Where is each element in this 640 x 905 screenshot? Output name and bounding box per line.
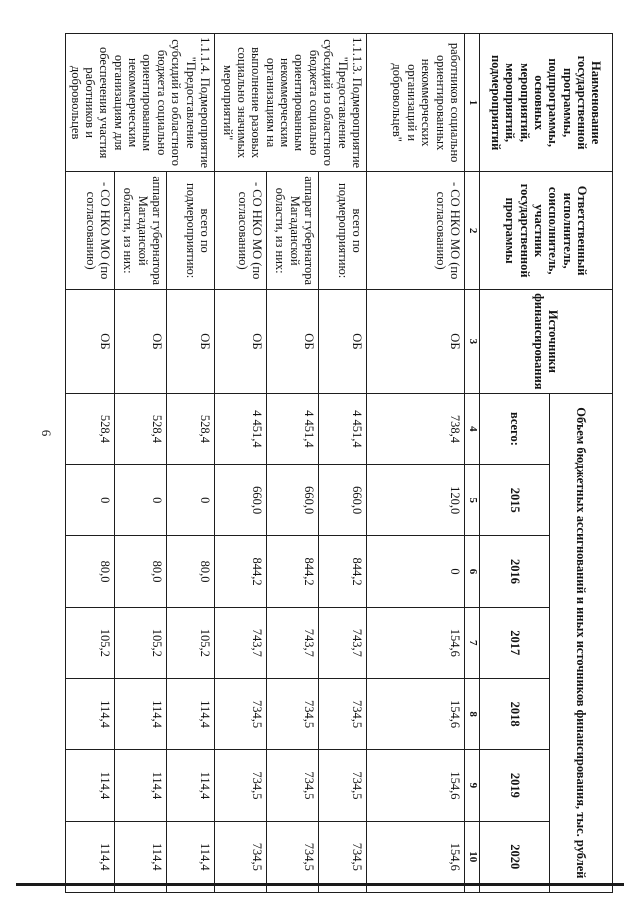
executor: - СО НКО МО (по согласованию) xyxy=(66,172,115,290)
col-number: 2 xyxy=(465,172,480,290)
value-2016: 80,0 xyxy=(115,536,167,607)
executor: всего по подмероприятию: xyxy=(167,172,215,290)
value-2015: 0 xyxy=(115,465,167,536)
scan-edge-line xyxy=(16,883,624,886)
budget-table xyxy=(65,33,613,893)
value-total: 528,4 xyxy=(167,393,215,464)
measure-name: 1.1.1.4. Подмероприятие "Предоставление субсидий из областного бюджета социально ориентированным некоммерческим организациям для обеспечения участия работников и добровольцев xyxy=(66,34,215,172)
value-2019: 114,4 xyxy=(66,750,115,821)
measure-name: работников социально ориентированных некоммерческих организаций и добровольцев" xyxy=(367,34,465,172)
executor: - СО НКО МО (по согласованию) xyxy=(367,172,465,290)
value-2018: 114,4 xyxy=(115,678,167,749)
value-2015: 0 xyxy=(66,465,115,536)
executor: аппарат губернатора Магаданской области, из них: xyxy=(267,172,319,290)
col-number: 7 xyxy=(465,607,480,678)
col-number: 4 xyxy=(465,393,480,464)
value-2015: 0 xyxy=(167,465,215,536)
source: ОБ xyxy=(267,290,319,394)
value-total: 528,4 xyxy=(66,393,115,464)
header-name: Наименование государственной программы, подпрограммы, основных мероприятий, мероприятий, подмероприятий xyxy=(480,34,613,172)
value-2019: 114,4 xyxy=(115,750,167,821)
source: ОБ xyxy=(215,290,267,394)
value-2020: 734,5 xyxy=(215,821,267,892)
value-2016: 844,2 xyxy=(215,536,267,607)
source: ОБ xyxy=(319,290,367,394)
header-year: 2020 xyxy=(480,821,550,892)
table-row xyxy=(319,34,367,893)
value-2017: 743,7 xyxy=(319,607,367,678)
value-2017: 743,7 xyxy=(267,607,319,678)
page-number: 6 xyxy=(39,429,54,437)
value-total: 528,4 xyxy=(115,393,167,464)
value-2018: 154,6 xyxy=(367,678,465,749)
header-year: 2019 xyxy=(480,750,550,821)
col-number: 8 xyxy=(465,678,480,749)
value-2019: 734,5 xyxy=(215,750,267,821)
header-executor: Ответственный исполнитель, соисполнитель, участник государственной программы xyxy=(480,172,613,290)
table-row xyxy=(367,34,465,893)
source: ОБ xyxy=(115,290,167,394)
value-2015: 660,0 xyxy=(267,465,319,536)
header-year: 2016 xyxy=(480,536,550,607)
col-number: 5 xyxy=(465,465,480,536)
value-2017: 154,6 xyxy=(367,607,465,678)
source: ОБ xyxy=(66,290,115,394)
value-2017: 105,2 xyxy=(66,607,115,678)
col-number: 9 xyxy=(465,750,480,821)
executor: аппарат губернатора Магаданской области, из них: xyxy=(115,172,167,290)
value-2020: 734,5 xyxy=(319,821,367,892)
col-number: 1 xyxy=(465,34,480,172)
value-2017: 105,2 xyxy=(115,607,167,678)
header-year: 2017 xyxy=(480,607,550,678)
value-2016: 844,2 xyxy=(267,536,319,607)
measure-name: 1.1.1.3. Подмероприятие "Предоставление субсидий из областного бюджета социально ориентированным некоммерческим организациям на выполнение разовых социально значимых мероприятий" xyxy=(215,34,367,172)
value-2018: 114,4 xyxy=(167,678,215,749)
value-2017: 743,7 xyxy=(215,607,267,678)
value-2018: 734,5 xyxy=(215,678,267,749)
column-number-row xyxy=(465,34,480,893)
table-row xyxy=(167,34,215,893)
value-2019: 154,6 xyxy=(367,750,465,821)
value-2017: 105,2 xyxy=(167,607,215,678)
col-number: 3 xyxy=(465,290,480,394)
value-2018: 114,4 xyxy=(66,678,115,749)
source: ОБ xyxy=(367,290,465,394)
col-number: 10 xyxy=(465,821,480,892)
value-2018: 734,5 xyxy=(319,678,367,749)
executor: всего по подмероприятию: xyxy=(319,172,367,290)
value-2015: 660,0 xyxy=(319,465,367,536)
value-total: 4 451,4 xyxy=(319,393,367,464)
value-2020: 114,4 xyxy=(115,821,167,892)
header-total: всего: xyxy=(480,393,550,464)
value-2016: 80,0 xyxy=(167,536,215,607)
col-number: 6 xyxy=(465,536,480,607)
header-volume: Объем бюджетных ассигнований и иных источников финансирования, тыс. рублей xyxy=(550,393,613,892)
value-total: 738,4 xyxy=(367,393,465,464)
value-2020: 734,5 xyxy=(267,821,319,892)
rotated-table-page xyxy=(68,33,613,893)
value-2018: 734,5 xyxy=(267,678,319,749)
source: ОБ xyxy=(167,290,215,394)
value-2016: 0 xyxy=(367,536,465,607)
value-2019: 734,5 xyxy=(267,750,319,821)
value-2016: 80,0 xyxy=(66,536,115,607)
value-2015: 120,0 xyxy=(367,465,465,536)
value-2015: 660,0 xyxy=(215,465,267,536)
value-total: 4 451,4 xyxy=(267,393,319,464)
executor: - СО НКО МО (по согласованию) xyxy=(215,172,267,290)
value-2020: 154,6 xyxy=(367,821,465,892)
value-2020: 114,4 xyxy=(66,821,115,892)
header-year: 2018 xyxy=(480,678,550,749)
value-2016: 844,2 xyxy=(319,536,367,607)
value-total: 4 451,4 xyxy=(215,393,267,464)
header-sources: Источники финансирования xyxy=(480,290,613,394)
header-year: 2015 xyxy=(480,465,550,536)
value-2019: 734,5 xyxy=(319,750,367,821)
value-2019: 114,4 xyxy=(167,750,215,821)
value-2020: 114,4 xyxy=(167,821,215,892)
